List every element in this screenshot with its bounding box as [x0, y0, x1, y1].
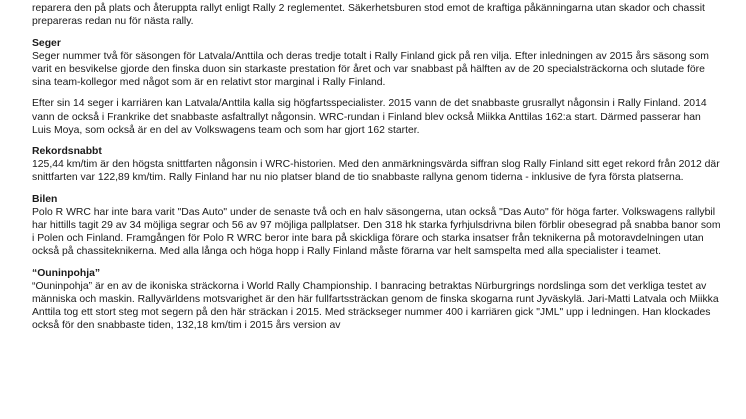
section-paragraph: Efter sin 14 seger i karriären kan Latvala/Anttila kalla sig högfartsspecialister. 2015 vann de det snabbaste grusrallyt någonsin i Rally Finland. 2014 vann de också i Frankrike det snabbaste asfaltrallyt någonsin. WRC-rundan i Finland blev också Miikka Anttilas 162:a start. Därmed passerar han Luis Moya, som också är en del av Volkswagens team och som har gjort 162 starter. [32, 98, 707, 136]
section-rekordsnabbt [32, 145, 722, 185]
article-body [32, 0, 722, 341]
section-heading: Rekordsnabbt [32, 146, 102, 158]
section-seger [32, 37, 722, 137]
section-paragraph: Polo R WRC har inte bara varit "Das Auto" under de senaste två och en halv säsongerna, utan också "Das Auto" för höga farter. Volkswagens rallybil har hittills tagit 29 av 34 möjliga segrar och 56 av 97 möjliga pallplatser. Den 318 hk starka fyrhjulsdrivna bilen förblir obesegrad på snabba banor som i Polen och Finland. Framgången för Polo R WRC beror inte bara på skickliga förare och starka insatser från teknikerna på motoravdelningen utan också på chassiteknikerna. Med alla långa och höga hopp i Rally Finland måste förarna var helt samspelta med alla specialister i teamet. [32, 206, 721, 258]
section-heading: “Ouninpohja” [32, 267, 101, 279]
section-paragraph: “Ouninpohja” är en av de ikoniska sträckorna i World Rally Championship. I banracing betraktas Nürburgrings nordslinga som det verkliga testet av människa och maskin. Rallyvärldens motsvarighet är den här fullfartssträckan genom de finska skogarna runt Jyväskylä. Jari-Matti Latvala och Miikka Anttila tog ett stort steg mot segern på den här sträckan i 2015. Med sträckseger nummer 400 i karriären gick "JML" upp i ledningen. Han klockades också för den snabbaste tiden, 132,18 km/tim i 2015 års version av [32, 280, 719, 332]
intro-paragraph: reparera den på plats och återuppta rallyt enligt Rally 2 reglementet. Säkerhetsburen stod emot de kraftiga påkänningarna utan skador och chassit prepareras redan nu för nästa rally. [32, 3, 705, 28]
section-paragraph: 125,44 km/tim är den högsta snittfarten någonsin i WRC-historien. Med den anmärkningsvärda siffran slog Rally Finland sitt eget rekord från 2012 där snittfarten var 122,89 km/tim. Rally Finland har nu nio platser bland de tio snabbaste rallyna genom tiderna - inklusive de fyra första platserna. [32, 159, 720, 184]
section-paragraph: Seger nummer två för säsongen för Latvala/Anttila och deras tredje totalt i Rally Finland gick på ren vilja. Efter inledningen av 2015 års säsong som varit en besvikelse gjorde den finska duon sin starkaste prestation för året och var snabbast på hälften av de 20 specialsträckorna och slutade före sina team-kollegor med något som är en relativt stor marginal i Rally Finland. [32, 50, 709, 89]
section-bilen [32, 193, 722, 259]
section-heading: Seger [32, 37, 61, 49]
section-heading: Bilen [32, 193, 58, 205]
section-ouninpohja [32, 267, 722, 333]
